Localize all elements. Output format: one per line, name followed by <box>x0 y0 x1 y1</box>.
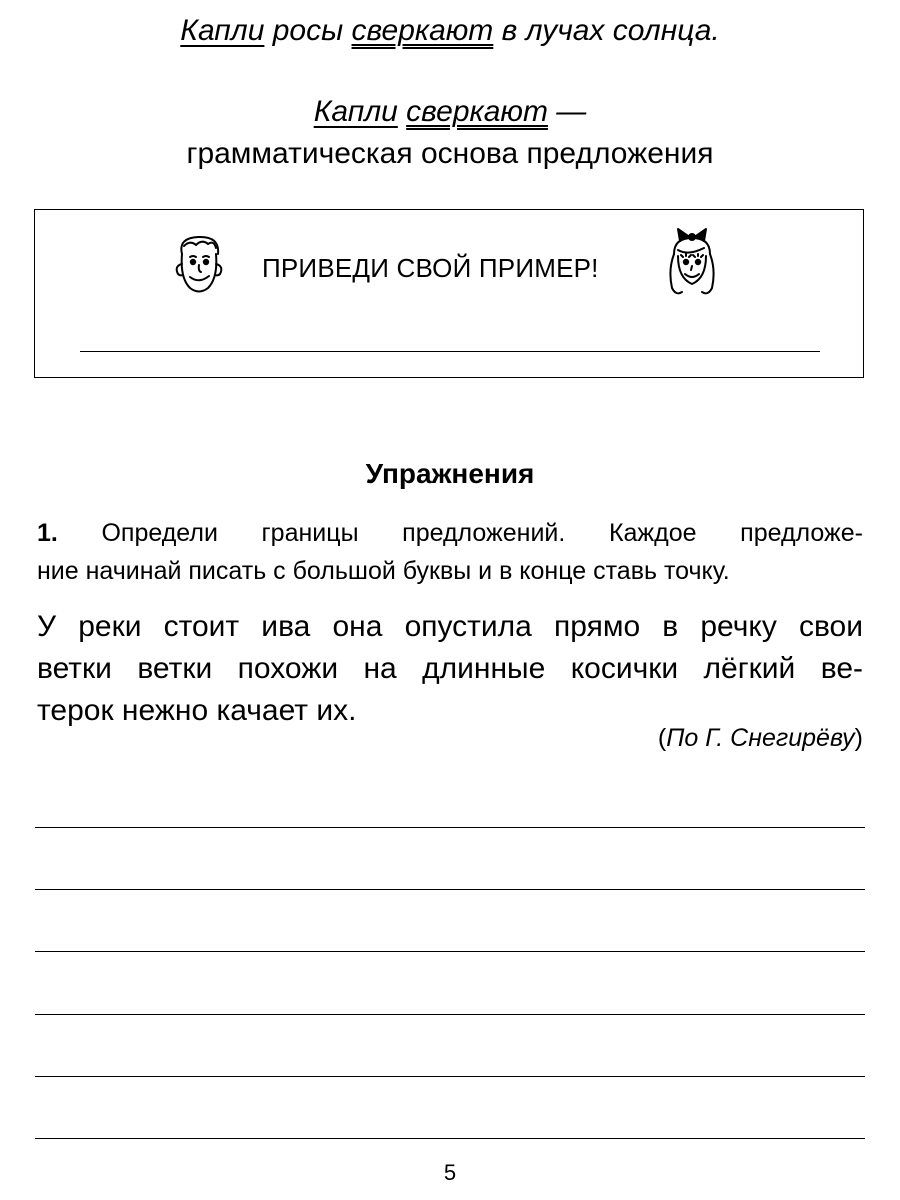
example-box <box>34 209 864 378</box>
answer-line[interactable] <box>80 351 820 352</box>
section-title: Упражнения <box>365 458 535 489</box>
predicate-word: сверкают <box>351 14 494 47</box>
source-paren: ) <box>854 724 863 752</box>
box-prompt: ПРИВЕДИ СВОЙ ПРИМЕР! <box>262 253 599 283</box>
writing-line[interactable] <box>35 827 865 828</box>
task-text: Определи границы предложений. Каждое предложе- <box>57 519 863 547</box>
page-number: 5 <box>443 1160 457 1185</box>
text-source <box>658 724 863 753</box>
writing-line[interactable] <box>35 1076 865 1077</box>
sentence-text: в лучах солнца. <box>493 14 720 47</box>
source-paren: ( <box>657 724 667 752</box>
basis-subject: Капли <box>313 95 398 128</box>
grammatical-basis <box>0 95 900 129</box>
task-instruction <box>37 514 863 552</box>
exercise-text-line: У реки стоит ива она опустила прямо в речку свои <box>37 610 863 643</box>
basis-predicate: сверкают <box>406 95 548 128</box>
example-sentence <box>0 14 900 48</box>
writing-line[interactable] <box>35 1138 865 1139</box>
exercise-text-line: ветки ветки похожи на длинные косички лёгкий ве- <box>37 652 863 685</box>
task-instruction-continued: ние начинай писать с большой буквы и в конце ставь точку. <box>37 557 730 585</box>
subject-word: Капли <box>180 14 265 47</box>
girl-face-icon <box>660 226 724 300</box>
basis-caption: грамматическая основа предложения <box>186 137 714 170</box>
task-number: 1. <box>37 519 58 547</box>
basis-space <box>398 95 406 128</box>
writing-line[interactable] <box>35 951 865 952</box>
sentence-text: росы <box>264 14 352 47</box>
boy-face-icon <box>168 232 230 298</box>
exercise-text-line: терок нежно качает их. <box>37 694 357 727</box>
basis-dash: — <box>547 95 587 128</box>
writing-line[interactable] <box>35 1014 865 1015</box>
writing-line[interactable] <box>35 889 865 890</box>
source-author: По Г. Снегирёву <box>666 724 855 752</box>
